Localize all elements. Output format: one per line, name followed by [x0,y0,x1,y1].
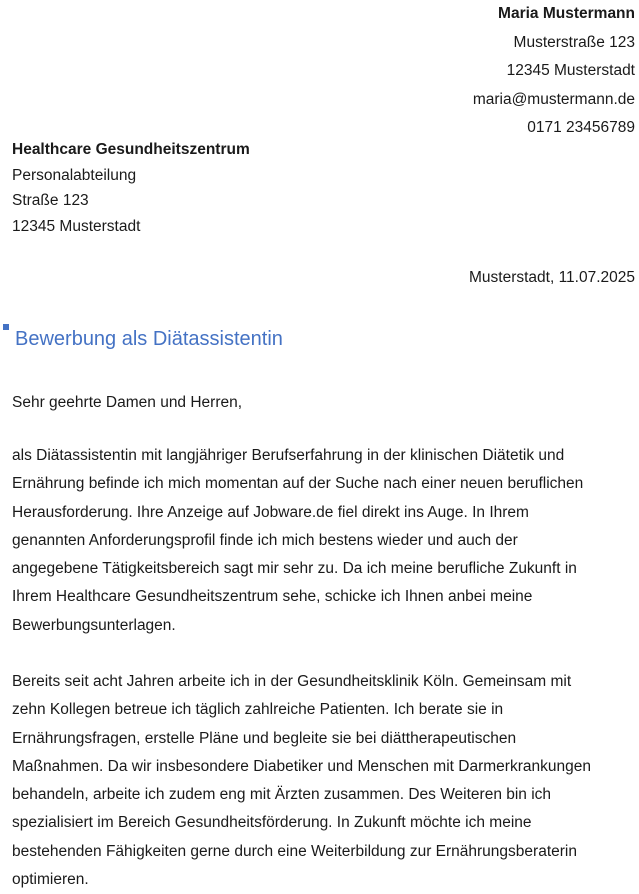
paragraph-line: optimieren. [12,871,89,889]
recipient-block [12,137,250,239]
sender-name: Maria Mustermann [498,5,635,22]
paragraph-line: genannten Anforderungsprofil finde ich mich bestens wieder und auch der [12,531,518,549]
paragraph-line: Ihrem Healthcare Gesundheitszentrum sehe, schicke ich Ihnen anbei meine [12,588,533,606]
sender-street: Musterstraße 123 [513,33,635,51]
paragraph-line: zehn Kollegen betreue ich täglich zahlreiche Patienten. Ich berate sie in [12,701,504,719]
sender-email: maria@mustermann.de [472,90,635,108]
paragraph-line: behandeln, arbeite ich zudem eng mit Ärzten zusammen. Des Weiteren bin ich [12,786,552,804]
recipient-organization: Healthcare Gesundheitszentrum [12,141,250,158]
sender-city: 12345 Musterstadt [506,62,635,79]
subject-heading: Bewerbung als Diätassistentin [15,328,283,350]
paragraph-line: Ernährungsfragen, erstelle Pläne und begleite sie bei diättherapeutischen [12,729,517,747]
paragraph-line: bestehenden Fähigkeiten gerne durch eine Weiterbildung zur Ernährungsberaterin [12,842,577,860]
salutation: Sehr geehrte Damen und Herren, [12,394,243,411]
body-paragraph-1 [12,442,632,640]
paragraph-line: als Diätassistentin mit langjähriger Berufserfahrung in der klinischen Diätetik und [12,447,565,464]
paragraph-line: Maßnahmen. Da wir insbesondere Diabetiker und Menschen mit Darmerkrankungen [12,757,591,775]
heading-marker-icon [3,324,9,330]
body-paragraph-2 [12,668,632,894]
recipient-city: 12345 Musterstadt [12,217,141,235]
date-line: Musterstadt, 11.07.2025 [468,269,635,286]
paragraph-line: Bereits seit acht Jahren arbeite ich in der Gesundheitsklinik Köln. Gemeinsam mit [12,673,572,690]
recipient-department: Personalabteilung [12,166,137,184]
paragraph-line: Ernährung befinde ich mich momentan auf der Suche nach einer neuen beruflichen [12,475,584,493]
paragraph-line: Bewerbungsunterlagen. [12,616,176,634]
paragraph-line: angegebene Tätigkeitsbereich sagt mir sehr zu. Da ich meine berufliche Zukunft in [12,560,577,578]
sender-block [473,0,635,143]
recipient-street: Straße 123 [12,192,89,209]
paragraph-line: Herausforderung. Ihre Anzeige auf Jobware.de fiel direkt ins Auge. In Ihrem [12,503,529,521]
paragraph-line: spezialisiert im Bereich Gesundheitsförderung. In Zukunft möchte ich meine [12,814,532,832]
sender-phone: 0171 23456789 [527,119,635,136]
